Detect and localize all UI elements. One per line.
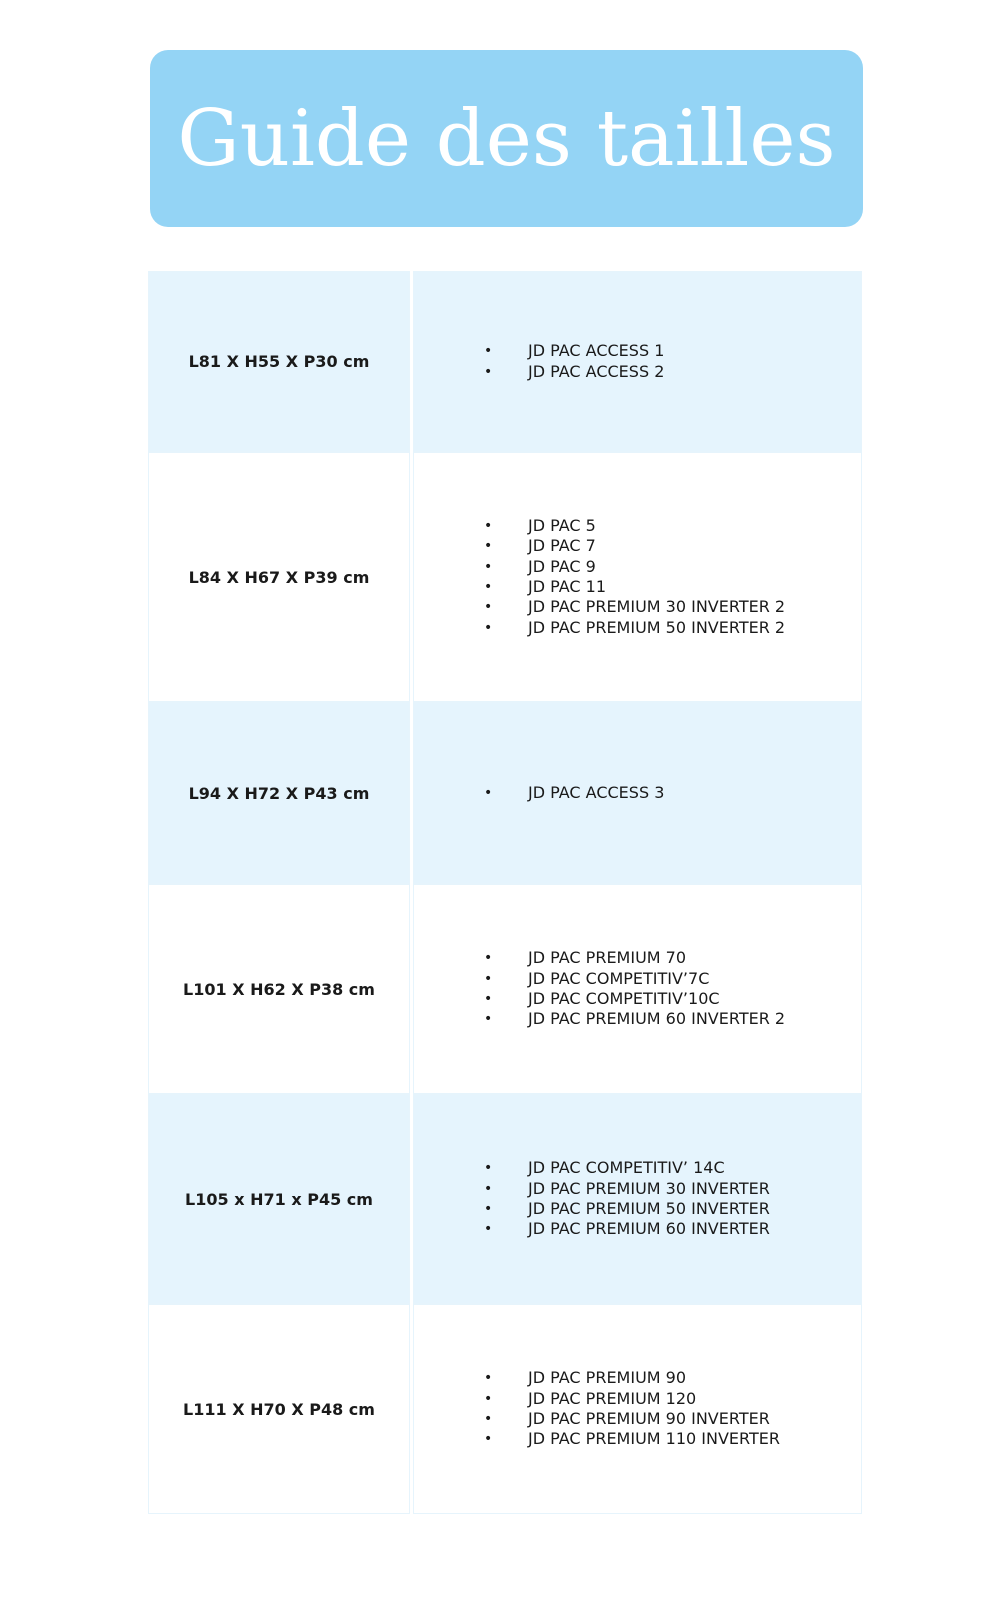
table-row xyxy=(148,702,862,884)
dimensions-cell xyxy=(148,452,410,702)
model-name: JD PAC COMPETITIV’ 14C xyxy=(528,1158,725,1178)
list-item xyxy=(484,989,785,1009)
model-list xyxy=(484,783,664,803)
table-row xyxy=(148,1094,862,1304)
bullet-icon: • xyxy=(484,1390,493,1407)
dimensions-text: L101 X H62 X P38 cm xyxy=(183,979,375,999)
model-name: JD PAC ACCESS 1 xyxy=(528,341,665,361)
dimensions-cell xyxy=(148,1094,410,1304)
list-item xyxy=(484,557,785,577)
dimensions-text: L84 X H67 X P39 cm xyxy=(188,567,370,587)
title-banner xyxy=(150,50,863,227)
model-name: JD PAC PREMIUM 110 INVERTER xyxy=(528,1429,780,1449)
model-list xyxy=(484,1158,770,1240)
dimensions-text: L81 X H55 X P30 cm xyxy=(188,352,370,371)
bullet-icon: • xyxy=(484,599,493,616)
list-item xyxy=(484,1009,785,1029)
bullet-icon: • xyxy=(484,558,493,575)
model-list xyxy=(484,948,785,1030)
models-cell xyxy=(413,702,862,884)
list-item xyxy=(484,1199,770,1219)
list-item xyxy=(484,362,664,382)
bullet-icon: • xyxy=(484,950,493,967)
list-item xyxy=(484,341,664,361)
models-cell xyxy=(413,884,862,1094)
model-name: JD PAC 5 xyxy=(528,515,596,535)
dimensions-text: L94 X H72 X P43 cm xyxy=(188,783,370,803)
page-title: Guide des tailles xyxy=(177,93,836,184)
models-cell xyxy=(413,1304,862,1514)
models-cell xyxy=(413,271,862,452)
table-row xyxy=(148,1304,862,1514)
bullet-icon: • xyxy=(484,517,493,534)
bullet-icon: • xyxy=(484,991,493,1007)
list-item xyxy=(484,783,664,803)
model-name: JD PAC COMPETITIV’10C xyxy=(528,989,720,1008)
bullet-icon: • xyxy=(484,1221,493,1238)
bullet-icon: • xyxy=(484,538,493,555)
dimensions-cell xyxy=(148,271,410,452)
model-name: JD PAC COMPETITIV’7C xyxy=(528,968,710,988)
list-item xyxy=(484,969,785,989)
model-name: JD PAC PREMIUM 70 xyxy=(528,948,687,968)
table-row xyxy=(148,271,862,452)
bullet-icon: • xyxy=(484,970,493,987)
model-name: JD PAC PREMIUM 50 INVERTER 2 xyxy=(528,617,786,637)
list-item xyxy=(484,618,785,638)
bullet-icon: • xyxy=(484,619,493,636)
model-name: JD PAC PREMIUM 120 xyxy=(528,1388,697,1408)
model-name: JD PAC 11 xyxy=(528,577,607,596)
models-cell xyxy=(413,452,862,702)
dimensions-cell xyxy=(148,1304,410,1514)
dimensions-text: L111 X H70 X P48 cm xyxy=(183,1399,375,1419)
models-cell xyxy=(413,1094,862,1304)
bullet-icon: • xyxy=(484,1201,493,1217)
list-item xyxy=(484,1389,780,1409)
bullet-icon: • xyxy=(484,1431,493,1448)
model-name: JD PAC PREMIUM 60 INVERTER 2 xyxy=(528,1009,786,1029)
model-name: JD PAC PREMIUM 90 xyxy=(528,1368,687,1388)
dimensions-cell xyxy=(148,884,410,1094)
model-list xyxy=(484,341,664,382)
model-name: JD PAC PREMIUM 90 INVERTER xyxy=(528,1409,770,1428)
model-list xyxy=(484,1368,780,1450)
size-table xyxy=(148,271,862,1514)
model-name: JD PAC PREMIUM 30 INVERTER xyxy=(528,1178,770,1198)
list-item xyxy=(484,516,785,536)
bullet-icon: • xyxy=(484,1411,493,1427)
bullet-icon: • xyxy=(484,784,493,801)
model-name: JD PAC PREMIUM 50 INVERTER xyxy=(528,1199,770,1218)
list-item xyxy=(484,1409,780,1429)
model-name: JD PAC 7 xyxy=(528,536,596,556)
bullet-icon: • xyxy=(484,1370,493,1387)
list-item xyxy=(484,1219,770,1239)
bullet-icon: • xyxy=(484,363,493,380)
model-name: JD PAC ACCESS 3 xyxy=(528,782,665,802)
dimensions-cell xyxy=(148,702,410,884)
list-item xyxy=(484,1429,780,1449)
list-item xyxy=(484,1158,770,1178)
bullet-icon: • xyxy=(484,1180,493,1197)
list-item xyxy=(484,536,785,556)
list-item xyxy=(484,1179,770,1199)
model-name: JD PAC 9 xyxy=(528,556,596,576)
list-item xyxy=(484,948,785,968)
list-item xyxy=(484,597,785,617)
bullet-icon: • xyxy=(484,343,493,360)
table-row xyxy=(148,884,862,1094)
bullet-icon: • xyxy=(484,579,493,595)
list-item xyxy=(484,577,785,597)
list-item xyxy=(484,1368,780,1388)
table-row xyxy=(148,452,862,702)
bullet-icon: • xyxy=(484,1160,493,1177)
bullet-icon: • xyxy=(484,1011,493,1028)
dimensions-text: L105 x H71 x P45 cm xyxy=(185,1189,373,1209)
model-list xyxy=(484,516,785,638)
model-name: JD PAC ACCESS 2 xyxy=(528,361,665,381)
model-name: JD PAC PREMIUM 60 INVERTER xyxy=(528,1219,770,1239)
model-name: JD PAC PREMIUM 30 INVERTER 2 xyxy=(528,597,786,617)
